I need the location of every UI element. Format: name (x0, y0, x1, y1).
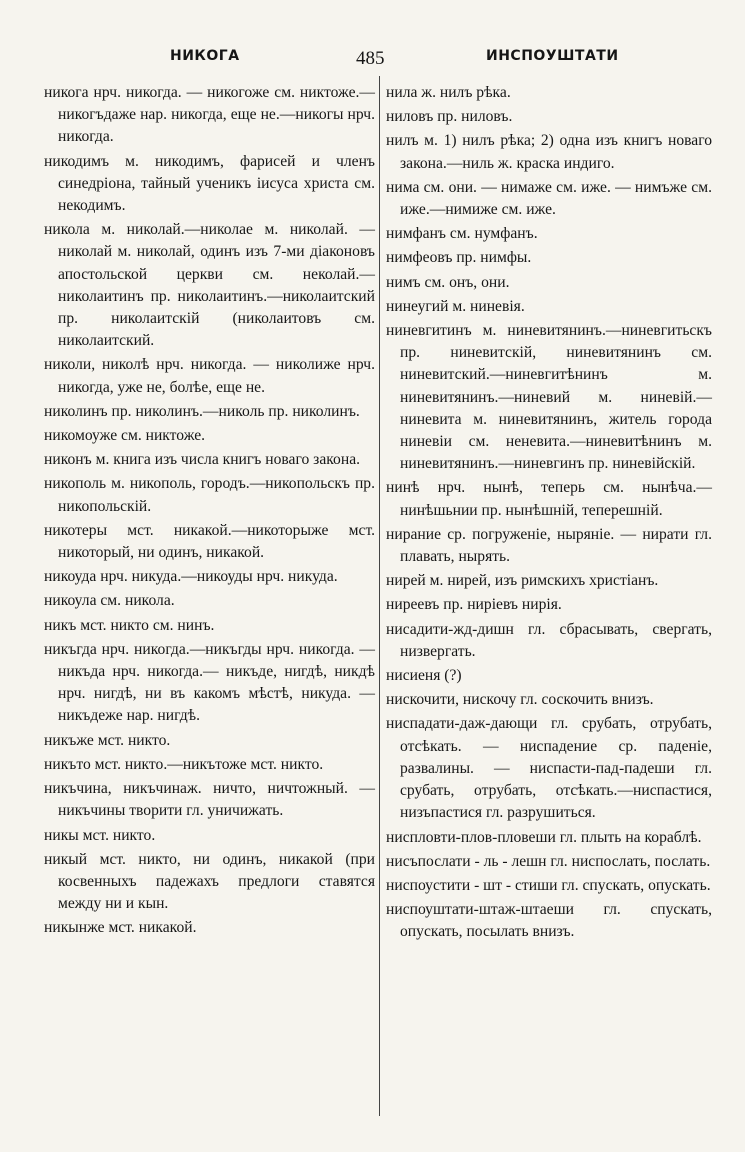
dictionary-entry: ниспоуштати-штаж-штаеши гл. спускать, опускать, посылать внизъ. (386, 901, 712, 941)
dictionary-entry: ниспоустити - шт - стиши гл. спускать, опускать. (386, 876, 711, 894)
page-header (0, 48, 745, 72)
dictionary-entry: николинъ пр. николинъ.—николь пр. николинъ. (44, 402, 360, 420)
dictionary-entry: ниспадати-даж-дающи гл. срубать, отрубать, отсѣкать. — ниспадение ср. паденіе, развалины. — ниспасти-пад-падеши гл. срубать, отрубать, отсѣкать.—ниспастися, низъпастися гл. разрушиться. (386, 715, 712, 822)
dictionary-entry: нимфеовъ пр. нимфы. (386, 249, 532, 267)
dictionary-entry: никъже мст. никто. (44, 731, 171, 749)
dictionary-entry: нисиеня (?) (386, 667, 462, 685)
dictionary-entry: нилъ м. 1) нилъ рѣка; 2) одна изъ книгъ новаго закона.—ниль ж. краска индиго. (386, 132, 712, 172)
column-divider (379, 76, 380, 1116)
dictionary-entry: нисъпослати - ль - лешн гл. ниспослать, послать. (386, 852, 711, 870)
dictionary-entry: нирей м. нирей, изъ римскихъ христіанъ. (386, 572, 659, 590)
dictionary-entry: нирание ср. погруженіе, ныряніе. — нирати гл. плавать, нырять. (386, 525, 712, 566)
dictionary-entry: никодимъ м. никодимъ, фарисей и членъ синедріона, тайный ученикъ іисуса христа см. некодимъ. (44, 152, 375, 215)
right-running-head: ИНСПОУШТАТИ (486, 48, 619, 64)
dictionary-entry: николи, николѣ нрч. никогда. — николиже нрч. никогда, уже не, болѣе, еще не. (44, 356, 375, 396)
dictionary-entry: никонъ м. книга изъ числа книгъ новаго закона. (44, 451, 361, 469)
dictionary-entry: никополь м. никополь, городъ.—никопольскъ пр. никопольскій. (44, 475, 375, 515)
dictionary-entry: нимфанъ см. нумфанъ. (386, 225, 538, 243)
dictionary-entry: ниреевъ пр. ниріевъ нирія. (386, 596, 562, 614)
dictionary-entry: ниловъ пр. ниловъ. (386, 108, 513, 126)
left-column (44, 82, 375, 942)
dictionary-entry: нимъ см. онъ, они. (386, 273, 510, 291)
dictionary-entry: никога нрч. никогда. — никогоже см. никтоже.— никогъдаже нар. никогда, еще не.—никогы нрч. никогда. (44, 84, 375, 146)
dictionary-entry: никоуда нрч. никуда.—никоуды нрч. никуда. (44, 568, 338, 586)
dictionary-entry: нима см. они. — нимаже см. иже. — нимъже см. иже.—нимиже см. иже. (386, 178, 712, 219)
dictionary-entry: нинеугий м. ниневія. (386, 297, 525, 315)
dictionary-entry: никы мст. никто. (44, 826, 156, 844)
dictionary-entry: нисадити-жд-дишн гл. сбрасывать, свергать, низвергать. (386, 620, 712, 660)
dictionary-entry: ниневгитинъ м. ниневитянинъ.—ниневгитьскъ пр. ниневитскій, ниневитянинъ см. ниневитский.—ниневгитѣнинъ м. ниневитянинъ.—ниневий м. ниневій.—ниневита м. ниневитянинъ, житель города ниневіи см. неневита.—ниневитѣнинъ м. ниневитянинъ.—ниневгинъ пр. ниневійскій. (386, 322, 712, 473)
dictionary-entry: нинѣ нрч. нынѣ, теперь см. нынѣча.—нинѣшьнии пр. нынѣшній, теперешній. (386, 479, 712, 519)
dictionary-entry: никъгда нрч. никогда.—никъгды нрч. никогда. — никъда нрч. никогда.— никъде, нигдѣ, никдѣ нрч. нигдѣ, ни въ какомъ мѣстѣ, никуда. — никъдеже нар. нигдѣ. (44, 640, 375, 725)
dictionary-entry: никотеры мст. никакой.—никоторыже мст. никоторый, ни одинъ, никакой. (44, 521, 375, 562)
dictionary-entry: ниспловти-плов-пловеши гл. плыть на кораблѣ. (386, 828, 702, 846)
dictionary-entry: никъто мст. никто.—никътоже мст. никто. (44, 755, 324, 773)
dictionary-entry: никола м. николай.—николае м. николай. —николай м. николай, одинъ изъ 7-ми діаконовъ апостольской церкви см. неколай.—николаитинъ пр. николаитинъ.—николаитский пр. николаитскій (николаитовъ см. николаитский. (44, 221, 375, 350)
dictionary-entry: нискочити, нискочу гл. соскочить внизъ. (386, 691, 654, 709)
dictionary-entry: нила ж. нилъ рѣка. (386, 84, 511, 101)
dictionary-entry: никынже мст. никакой. (44, 919, 197, 937)
dictionary-entry: никомоуже см. никтоже. (44, 427, 206, 445)
left-running-head: НИКОГА (170, 48, 240, 64)
dictionary-entry: никый мст. никто, ни одинъ, никакой (при косвенныхъ падежахъ предлоги ставятся между ни и кын. (44, 850, 375, 913)
dictionary-entry: никоула см. никола. (44, 592, 175, 610)
dictionary-entry: никъчина, никъчинаж. ничто, ничтожный. — никъчины творити гл. уничижать. (44, 780, 375, 820)
page-number: 485 (356, 48, 385, 69)
dictionary-entry: никъ мст. никто см. нинъ. (44, 616, 215, 634)
right-column (386, 82, 712, 946)
